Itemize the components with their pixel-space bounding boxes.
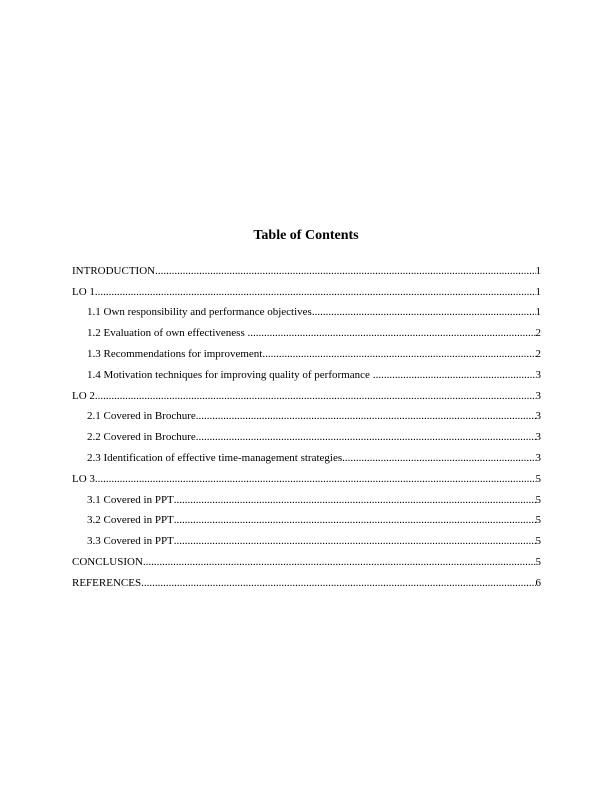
toc-entry-page: 6	[535, 576, 541, 589]
toc-entry-label: 3.1 Covered in PPT	[87, 493, 174, 506]
toc-entry-conclusion[interactable]	[72, 548, 541, 569]
toc-entry-page: 1	[535, 264, 541, 277]
toc-dot-leader	[95, 389, 536, 403]
toc-dot-leader	[155, 264, 535, 278]
toc-dot-leader	[95, 285, 536, 299]
toc-entry-references[interactable]	[72, 569, 541, 590]
toc-entry-label: 3.3 Covered in PPT	[87, 535, 174, 548]
toc-dot-leader	[342, 451, 535, 465]
toc-title: Table of Contents	[253, 228, 359, 243]
toc-entry-page: 3	[535, 410, 541, 423]
toc-entry-page: 3	[535, 368, 541, 381]
toc-entry-page: 3	[535, 451, 541, 464]
toc-entry-3-1[interactable]	[72, 486, 541, 507]
toc-dot-leader	[196, 409, 536, 423]
toc-entry-1-2[interactable]	[72, 319, 541, 340]
toc-entry-page: 5	[535, 472, 541, 485]
toc-entry-2-2[interactable]	[72, 423, 541, 444]
toc-entry-label: LO 1	[72, 285, 95, 298]
toc-entry-1-1[interactable]	[72, 299, 541, 320]
toc-list	[72, 257, 541, 590]
toc-entry-lo1[interactable]	[72, 278, 541, 299]
toc-entry-1-4[interactable]	[72, 361, 541, 382]
toc-entry-page: 2	[535, 347, 541, 360]
toc-entry-label: 1.1 Own responsibility and performance objectives	[87, 306, 312, 319]
toc-entry-page: 5	[535, 493, 541, 506]
toc-entry-1-3[interactable]	[72, 340, 541, 361]
toc-entry-label: INTRODUCTION	[72, 264, 156, 277]
toc-entry-page: 3	[535, 389, 541, 402]
toc-dot-leader	[141, 576, 535, 590]
toc-entry-2-1[interactable]	[72, 403, 541, 424]
toc-entry-label: 2.1 Covered in Brochure	[87, 410, 196, 423]
toc-entry-label: 1.4 Motivation techniques for improving quality of performance	[87, 368, 370, 381]
toc-entry-page: 1	[535, 306, 541, 319]
toc-entry-3-2[interactable]	[72, 507, 541, 528]
toc-entry-label: 1.2 Evaluation of own effectiveness	[87, 327, 248, 340]
toc-entry-page: 2	[535, 327, 541, 340]
toc-entry-label: CONCLUSION	[72, 555, 143, 568]
toc-entry-page: 1	[535, 285, 541, 298]
toc-entry-lo3[interactable]	[72, 465, 541, 486]
toc-dot-leader	[95, 472, 536, 486]
toc-entry-label: 1.3 Recommendations for improvement	[87, 347, 263, 360]
toc-entry-label: LO 3	[72, 472, 95, 485]
toc-dot-leader	[174, 493, 536, 507]
toc-entry-page: 5	[535, 535, 541, 548]
toc-entry-label: LO 2	[72, 389, 95, 402]
toc-dot-leader	[174, 534, 536, 548]
toc-entry-page: 5	[535, 555, 541, 568]
toc-entry-lo2[interactable]	[72, 382, 541, 403]
toc-entry-page: 5	[535, 514, 541, 527]
toc-dot-leader	[143, 555, 536, 569]
toc-entry-label: 3.2 Covered in PPT	[87, 514, 174, 527]
toc-dot-leader	[312, 305, 536, 319]
toc-dot-leader	[196, 430, 536, 444]
toc-entry-page: 3	[535, 431, 541, 444]
toc-dot-leader	[247, 326, 535, 340]
toc-dot-leader	[262, 347, 535, 361]
toc-dot-leader	[373, 368, 536, 382]
toc-entry-3-3[interactable]	[72, 527, 541, 548]
toc-entry-label: 2.3 Identification of effective time-management strategies	[87, 451, 343, 464]
toc-entry-label: 2.2 Covered in Brochure	[87, 431, 196, 444]
toc-entry-label: REFERENCES	[72, 576, 142, 589]
toc-entry-2-3[interactable]	[72, 444, 541, 465]
toc-dot-leader	[174, 513, 536, 527]
toc-entry-introduction[interactable]	[72, 257, 541, 278]
